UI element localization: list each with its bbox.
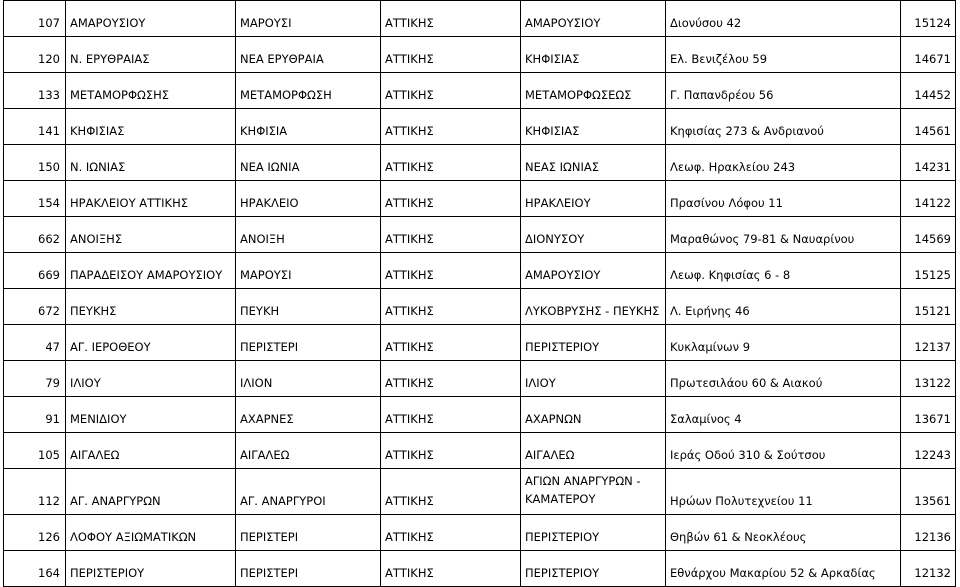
cell-municipality: ΜΕΤΑΜΟΡΦΩΣΗΣ <box>66 73 236 109</box>
table-row <box>4 551 956 587</box>
cell-id: 164 <box>4 551 66 587</box>
cell-region: ΑΤΤΙΚΗΣ <box>381 551 521 587</box>
cell-municipality: ΑΓ. ΙΕΡΟΘΕΟΥ <box>66 325 236 361</box>
cell-region: ΑΤΤΙΚΗΣ <box>381 397 521 433</box>
table-row <box>4 109 956 145</box>
cell-id: 662 <box>4 217 66 253</box>
cell-district: ΚΗΦΙΣΙΑΣ <box>521 109 666 145</box>
cell-id: 120 <box>4 37 66 73</box>
cell-address: Κυκλαμίνων 9 <box>666 325 901 361</box>
cell-district: ΛΥΚΟΒΡΥΣΗΣ - ΠΕΥΚΗΣ <box>521 289 666 325</box>
cell-region: ΑΤΤΙΚΗΣ <box>381 433 521 469</box>
cell-address: Ελ. Βενιζέλου 59 <box>666 37 901 73</box>
cell-address: Μαραθώνος 79-81 & Ναυαρίνου <box>666 217 901 253</box>
table-row <box>4 469 956 515</box>
cell-zip: 13122 <box>901 361 956 397</box>
cell-zip: 12136 <box>901 515 956 551</box>
cell-id: 107 <box>4 1 66 37</box>
cell-zip: 14569 <box>901 217 956 253</box>
cell-region: ΑΤΤΙΚΗΣ <box>381 109 521 145</box>
cell-address: Πρωτεσιλάου 60 & Αιακού <box>666 361 901 397</box>
cell-id: 672 <box>4 289 66 325</box>
cell-district: ΠΕΡΙΣΤΕΡΙΟΥ <box>521 515 666 551</box>
table-row <box>4 325 956 361</box>
cell-municipality: ΙΛΙΟΥ <box>66 361 236 397</box>
cell-id: 133 <box>4 73 66 109</box>
cell-municipality: Ν. ΕΡΥΘΡΑΙΑΣ <box>66 37 236 73</box>
cell-address: Γ. Παπανδρέου 56 <box>666 73 901 109</box>
cell-district: ΠΕΡΙΣΤΕΡΙΟΥ <box>521 325 666 361</box>
cell-area: ΝΕΑ ΙΩΝΙΑ <box>236 145 381 181</box>
cell-address: Διονύσου 42 <box>666 1 901 37</box>
cell-area: ΑΧΑΡΝΕΣ <box>236 397 381 433</box>
cell-municipality: ΠΕΥΚΗΣ <box>66 289 236 325</box>
cell-id: 154 <box>4 181 66 217</box>
cell-area: ΗΡΑΚΛΕΙΟ <box>236 181 381 217</box>
cell-id: 126 <box>4 515 66 551</box>
cell-zip: 14452 <box>901 73 956 109</box>
cell-district: ΑΙΓΑΛΕΩ <box>521 433 666 469</box>
cell-area: ΠΕΡΙΣΤΕΡΙ <box>236 515 381 551</box>
table-row <box>4 181 956 217</box>
cell-municipality: ΑΜΑΡΟΥΣΙΟΥ <box>66 1 236 37</box>
cell-area: ΑΙΓΑΛΕΩ <box>236 433 381 469</box>
cell-address: Θηβών 61 & Νεοκλέους <box>666 515 901 551</box>
cell-zip: 12137 <box>901 325 956 361</box>
cell-municipality: ΠΑΡΑΔΕΙΣΟΥ ΑΜΑΡΟΥΣΙΟΥ <box>66 253 236 289</box>
cell-area: ΙΛΙΟΝ <box>236 361 381 397</box>
cell-zip: 12132 <box>901 551 956 587</box>
cell-region: ΑΤΤΙΚΗΣ <box>381 469 521 515</box>
cell-district: ΝΕΑΣ ΙΩΝΙΑΣ <box>521 145 666 181</box>
cell-area: ΠΕΡΙΣΤΕΡΙ <box>236 325 381 361</box>
cell-address: Λεωφ. Ηρακλείου 243 <box>666 145 901 181</box>
cell-zip: 12243 <box>901 433 956 469</box>
table-row <box>4 37 956 73</box>
cell-region: ΑΤΤΙΚΗΣ <box>381 253 521 289</box>
cell-id: 105 <box>4 433 66 469</box>
cell-municipality: ΑΙΓΑΛΕΩ <box>66 433 236 469</box>
cell-zip: 13671 <box>901 397 956 433</box>
cell-address: Εθνάρχου Μακαρίου 52 & Αρκαδίας <box>666 551 901 587</box>
cell-zip: 15124 <box>901 1 956 37</box>
cell-area: ΑΓ. ΑΝΑΡΓΥΡΟΙ <box>236 469 381 515</box>
cell-address: Ηρώων Πολυτεχνείου 11 <box>666 469 901 515</box>
cell-zip: 14561 <box>901 109 956 145</box>
table-row <box>4 217 956 253</box>
cell-address: Λ. Ειρήνης 46 <box>666 289 901 325</box>
cell-district: ΗΡΑΚΛΕΙΟΥ <box>521 181 666 217</box>
cell-district: ΚΗΦΙΣΙΑΣ <box>521 37 666 73</box>
cell-address: Κηφισίας 273 & Ανδριανού <box>666 109 901 145</box>
cell-municipality: ΗΡΑΚΛΕΙΟΥ ΑΤΤΙΚΗΣ <box>66 181 236 217</box>
cell-district: ΑΧΑΡΝΩΝ <box>521 397 666 433</box>
cell-district: ΜΕΤΑΜΟΡΦΩΣΕΩΣ <box>521 73 666 109</box>
table-row <box>4 433 956 469</box>
cell-area: ΚΗΦΙΣΙΑ <box>236 109 381 145</box>
cell-address: Λεωφ. Κηφισίας 6 - 8 <box>666 253 901 289</box>
cell-id: 91 <box>4 397 66 433</box>
table-row <box>4 515 956 551</box>
cell-id: 669 <box>4 253 66 289</box>
cell-district: ΠΕΡΙΣΤΕΡΙΟΥ <box>521 551 666 587</box>
table-row <box>4 361 956 397</box>
table-body <box>4 1 956 587</box>
cell-municipality: ΑΓ. ΑΝΑΡΓΥΡΩΝ <box>66 469 236 515</box>
cell-district: ΑΜΑΡΟΥΣΙΟΥ <box>521 1 666 37</box>
cell-id: 141 <box>4 109 66 145</box>
table-row <box>4 397 956 433</box>
cell-region: ΑΤΤΙΚΗΣ <box>381 289 521 325</box>
cell-area: ΜΑΡΟΥΣΙ <box>236 1 381 37</box>
cell-district: ΑΜΑΡΟΥΣΙΟΥ <box>521 253 666 289</box>
stores-table <box>3 0 956 587</box>
cell-address: Πρασίνου Λόφου 11 <box>666 181 901 217</box>
cell-district: ΑΓΙΩΝ ΑΝΑΡΓΥΡΩΝ - ΚΑΜΑΤΕΡΟΥ <box>521 469 666 515</box>
cell-zip: 14671 <box>901 37 956 73</box>
cell-municipality: ΚΗΦΙΣΙΑΣ <box>66 109 236 145</box>
cell-municipality: Ν. ΙΩΝΙΑΣ <box>66 145 236 181</box>
cell-municipality: ΑΝΟΙΞΗΣ <box>66 217 236 253</box>
cell-address: Σαλαμίνος 4 <box>666 397 901 433</box>
cell-id: 79 <box>4 361 66 397</box>
cell-address: Ιεράς Οδού 310 & Σούτσου <box>666 433 901 469</box>
cell-id: 112 <box>4 469 66 515</box>
cell-zip: 15121 <box>901 289 956 325</box>
table-row <box>4 253 956 289</box>
table-row <box>4 289 956 325</box>
cell-district: ΙΛΙΟΥ <box>521 361 666 397</box>
table-row <box>4 145 956 181</box>
table-row <box>4 73 956 109</box>
cell-region: ΑΤΤΙΚΗΣ <box>381 181 521 217</box>
cell-region: ΑΤΤΙΚΗΣ <box>381 361 521 397</box>
cell-zip: 14231 <box>901 145 956 181</box>
cell-zip: 15125 <box>901 253 956 289</box>
cell-municipality: ΠΕΡΙΣΤΕΡΙΟΥ <box>66 551 236 587</box>
cell-id: 47 <box>4 325 66 361</box>
cell-area: ΝΕΑ ΕΡΥΘΡΑΙΑ <box>236 37 381 73</box>
cell-area: ΜΕΤΑΜΟΡΦΩΣΗ <box>236 73 381 109</box>
cell-area: ΑΝΟΙΞΗ <box>236 217 381 253</box>
cell-zip: 13561 <box>901 469 956 515</box>
cell-district: ΔΙΟΝΥΣΟΥ <box>521 217 666 253</box>
cell-region: ΑΤΤΙΚΗΣ <box>381 145 521 181</box>
cell-region: ΑΤΤΙΚΗΣ <box>381 1 521 37</box>
cell-id: 150 <box>4 145 66 181</box>
cell-region: ΑΤΤΙΚΗΣ <box>381 73 521 109</box>
cell-zip: 14122 <box>901 181 956 217</box>
cell-region: ΑΤΤΙΚΗΣ <box>381 515 521 551</box>
table-row <box>4 1 956 37</box>
cell-region: ΑΤΤΙΚΗΣ <box>381 37 521 73</box>
cell-area: ΠΕΥΚΗ <box>236 289 381 325</box>
cell-municipality: ΜΕΝΙΔΙΟΥ <box>66 397 236 433</box>
cell-municipality: ΛΟΦΟΥ ΑΞΙΩΜΑΤΙΚΩΝ <box>66 515 236 551</box>
cell-region: ΑΤΤΙΚΗΣ <box>381 217 521 253</box>
cell-region: ΑΤΤΙΚΗΣ <box>381 325 521 361</box>
cell-area: ΠΕΡΙΣΤΕΡΙ <box>236 551 381 587</box>
cell-area: ΜΑΡΟΥΣΙ <box>236 253 381 289</box>
